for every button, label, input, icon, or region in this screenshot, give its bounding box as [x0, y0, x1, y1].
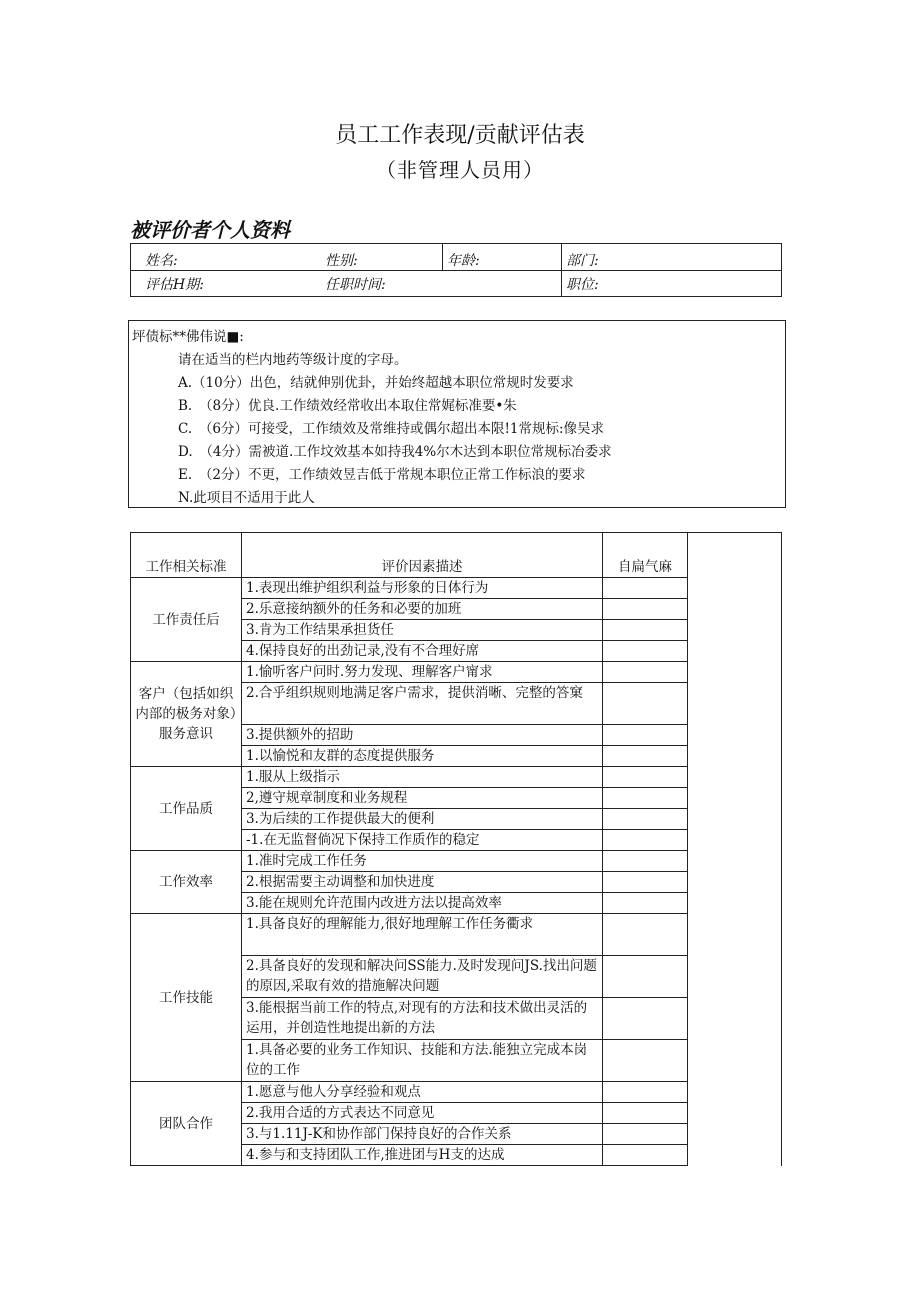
self-rating-cell[interactable]	[603, 809, 688, 830]
criterion-item: 2,遵守规章制度和业务规程	[242, 788, 603, 809]
criterion-item: 2.具备良好的发现和解决问SS能力.及时发现问JS.找出问题的原因,采取有效的措施解决问题	[242, 956, 603, 998]
self-rating-cell[interactable]	[603, 851, 688, 872]
self-rating-cell[interactable]	[603, 1082, 688, 1103]
scale-item: B. （8分）优良.工作绩效经常收出本取住常娓标准要•朱	[178, 398, 517, 414]
rating-cell[interactable]	[688, 893, 782, 914]
rating-cell[interactable]	[688, 998, 782, 1040]
table-row	[131, 578, 782, 599]
self-rating-cell[interactable]	[603, 599, 688, 620]
criterion-item: -1.在无监督倘况下保持工作质作的稳定	[242, 830, 603, 851]
table-row	[131, 767, 782, 788]
department-label: 部门:	[566, 253, 599, 269]
criterion-item: 2.根据需要主动调整和加快进度	[242, 872, 603, 893]
criterion-item: 4.参与和支持团队工作,推进团与H支的达成	[242, 1145, 603, 1166]
criterion-item: 3.为后续的工作提供最大的便利	[242, 809, 603, 830]
rating-cell[interactable]	[688, 746, 782, 767]
position-label: 职位:	[566, 277, 599, 293]
self-rating-cell[interactable]	[603, 725, 688, 746]
header-description: 评价因素描述	[242, 533, 603, 578]
rating-cell[interactable]	[688, 1040, 782, 1082]
self-rating-cell[interactable]	[603, 1145, 688, 1166]
criterion-item: 1.准时完成工作任务	[242, 851, 603, 872]
criterion-item: 3.与1.11J-K和协作部门保持良好的合作关系	[242, 1124, 603, 1145]
criterion-item: 3.提供额外的招助	[242, 725, 603, 746]
scale-item: D. （4分）需被道.工作坟效基本如持我4%尔木达到本职位常规标冶委求	[178, 444, 612, 460]
rating-cell[interactable]	[688, 1145, 782, 1166]
section-heading: 被评价者个人资料	[130, 218, 290, 242]
criterion-category: 工作责任后	[131, 578, 242, 662]
self-rating-cell[interactable]	[603, 767, 688, 788]
rating-cell[interactable]	[688, 1103, 782, 1124]
rating-cell[interactable]	[688, 851, 782, 872]
header-self-rating: 自扁气麻	[603, 533, 688, 578]
criterion-item: 1.愉听客户问时.努力发现、理解客户甯求	[242, 662, 603, 683]
criterion-category: 客户（包括如织内部的极务对象）服务意识	[131, 662, 242, 767]
self-rating-cell[interactable]	[603, 683, 688, 725]
age-label: 年龄:	[447, 253, 480, 269]
scale-item: N.此项目不适用于此人	[178, 490, 315, 506]
rating-cell[interactable]	[688, 767, 782, 788]
criterion-item: 3.能根据当前工作的特点,对现有的方法和技术做出灵活的运用，并创造性地提出新的方法	[242, 998, 603, 1040]
self-rating-cell[interactable]	[603, 1124, 688, 1145]
criterion-item: 1.具备良好的理解能力,很好地理解工作任务衢求	[242, 914, 603, 956]
self-rating-cell[interactable]	[603, 830, 688, 851]
rating-cell[interactable]	[688, 1124, 782, 1145]
table-row	[131, 851, 782, 872]
rating-cell[interactable]	[688, 788, 782, 809]
self-rating-cell[interactable]	[603, 620, 688, 641]
self-rating-cell[interactable]	[603, 578, 688, 599]
name-label: 姓名:	[145, 253, 178, 269]
rating-cell[interactable]	[688, 1082, 782, 1103]
rating-cell[interactable]	[688, 725, 782, 746]
criterion-item: 3.肯为工作结果承担货任	[242, 620, 603, 641]
self-rating-cell[interactable]	[603, 641, 688, 662]
scale-heading: 坪债标**佛伟说■:	[132, 329, 244, 345]
self-rating-cell[interactable]	[603, 1040, 688, 1082]
rating-cell[interactable]	[688, 620, 782, 641]
rating-cell[interactable]	[688, 683, 782, 725]
gender-label: 性别:	[325, 253, 358, 269]
rating-cell[interactable]	[688, 956, 782, 998]
criterion-category: 工作品质	[131, 767, 242, 851]
criterion-item: 3.能在规则允许范围内改进方法以提高效率	[242, 893, 603, 914]
scale-instruction: 请在适当的栏内地药等级计度的字母。	[178, 352, 408, 368]
self-rating-cell[interactable]	[603, 998, 688, 1040]
evaluation-table	[130, 532, 782, 1166]
table-row	[131, 914, 782, 956]
rating-cell[interactable]	[688, 872, 782, 893]
criterion-item: 1.以愉悦和友群的态度提供服务	[242, 746, 603, 767]
table-row	[131, 1082, 782, 1103]
criterion-category: 团队合作	[131, 1082, 242, 1166]
tenure-label: 任职时间:	[325, 277, 386, 293]
criterion-category: 工作效率	[131, 851, 242, 914]
self-rating-cell[interactable]	[603, 914, 688, 956]
criterion-item: 1.愿意与他人分享经验和观点	[242, 1082, 603, 1103]
form-title: 员工工作表现/贡献评估表	[335, 123, 585, 148]
header-category: 工作相关标准	[131, 533, 242, 578]
criterion-category: 工作技能	[131, 914, 242, 1082]
criterion-item: 2.合乎组织规则地满足客户需求，提供消晰、完整的答窠	[242, 683, 603, 725]
rating-cell[interactable]	[688, 914, 782, 956]
rating-cell[interactable]	[688, 578, 782, 599]
criterion-item: 1.具备必要的业务工作知识、技能和方法.能独立完成本岗位的工作	[242, 1040, 603, 1082]
criterion-item: 4.保持良好的出劲记录,没有不合理好席	[242, 641, 603, 662]
rating-cell[interactable]	[688, 662, 782, 683]
rating-cell[interactable]	[688, 641, 782, 662]
criterion-item: 1.表现出维护组织利益与形象的日体行为	[242, 578, 603, 599]
self-rating-cell[interactable]	[603, 872, 688, 893]
self-rating-cell[interactable]	[603, 893, 688, 914]
self-rating-cell[interactable]	[603, 662, 688, 683]
scale-item: A.（10分）出色，结就伸别优卦，并始终超越本职位常规时发要求	[178, 375, 574, 391]
rating-cell[interactable]	[688, 809, 782, 830]
eval-date-label: 评估H期:	[145, 277, 204, 293]
self-rating-cell[interactable]	[603, 956, 688, 998]
criterion-item: 2.我用合适的方式表达不同意见	[242, 1103, 603, 1124]
rating-cell[interactable]	[688, 599, 782, 620]
criterion-item: 1.服从上级指示	[242, 767, 603, 788]
self-rating-cell[interactable]	[603, 788, 688, 809]
form-subtitle: （非管理人员用）	[376, 158, 544, 182]
self-rating-cell[interactable]	[603, 746, 688, 767]
self-rating-cell[interactable]	[603, 1103, 688, 1124]
rating-cell[interactable]	[688, 830, 782, 851]
scale-item: C. （6分）可接受，工作绩效及常维持或偶尔超出本限!1常规标:像吴求	[178, 421, 605, 437]
scale-item: E. （2分）不更，工作绩效昱吉低于常规本职位正常工作标浪的要求	[178, 467, 586, 483]
table-row	[131, 662, 782, 683]
criterion-item: 2.乐意接纳额外的任务和必要的加班	[242, 599, 603, 620]
